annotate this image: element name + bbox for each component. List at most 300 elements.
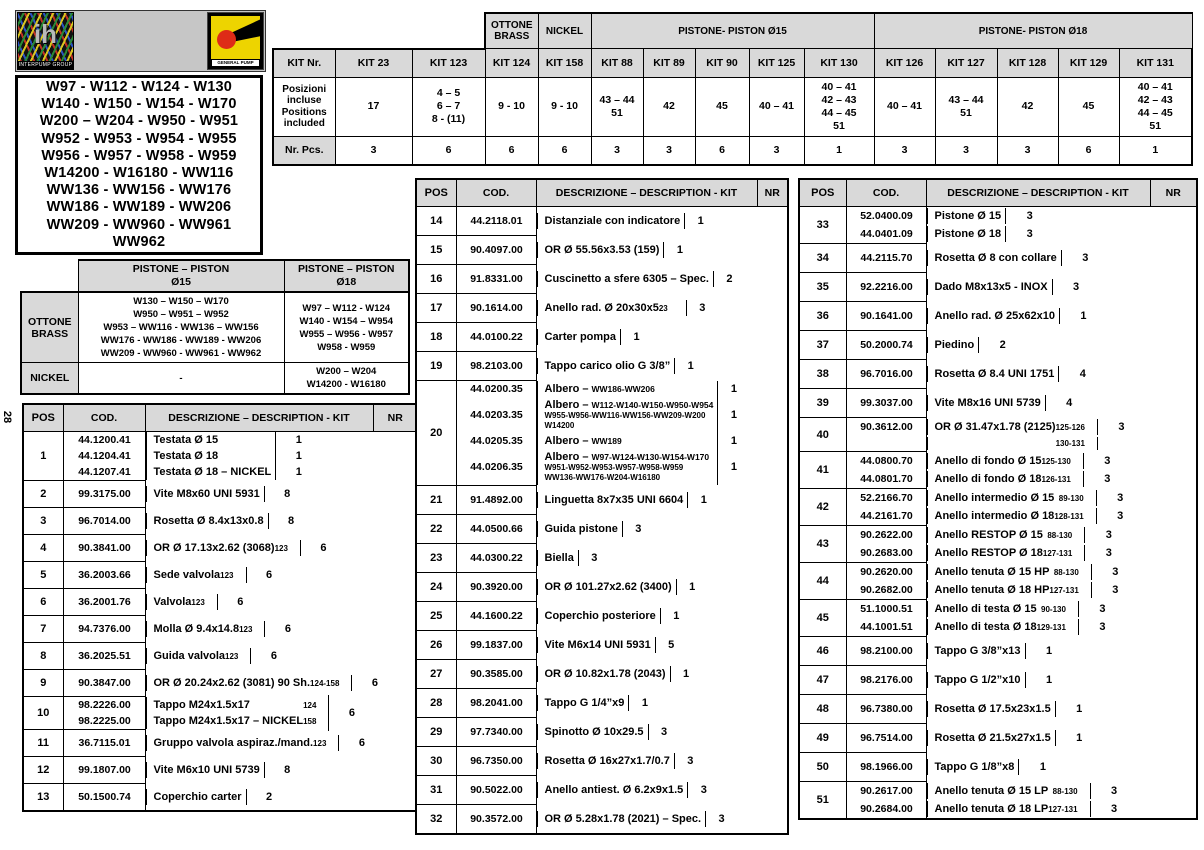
part-description [928, 439, 1097, 448]
part-qty: 1 [717, 397, 749, 433]
part-code: 44.0200.35 [457, 381, 538, 397]
kit-positions: 40 – 41 [749, 77, 804, 136]
part-code: 90.2684.00 [847, 801, 928, 817]
parts-row [416, 631, 788, 660]
part-entry [847, 695, 1103, 723]
part-pos: 16 [416, 265, 456, 294]
part-description: Valvola 123 [147, 596, 217, 608]
nr-pcs-label: Nr. Pcs. [273, 136, 335, 165]
kit-ref: 123 [191, 598, 205, 607]
part-description: Piedino [934, 339, 975, 351]
part-pos: 51 [799, 782, 846, 820]
parts-row [416, 486, 788, 515]
parts-row [416, 718, 788, 747]
kit-ref: 127-131 [1042, 549, 1073, 558]
parts-header-row [799, 179, 1197, 207]
part-entry [64, 670, 398, 696]
part-description: Rosetta Ø 8 con collare [934, 252, 1057, 264]
part-code: 44.0205.35 [457, 433, 538, 449]
part-pos: 34 [799, 244, 846, 273]
part-qty: 6 [338, 735, 384, 751]
models-line: W97 - W112 - W124 - W130 [45, 79, 233, 95]
part-qty: 1 [687, 492, 719, 508]
part-entry [457, 747, 706, 775]
kit-pieces: 3 [874, 136, 935, 165]
part-entry [64, 713, 329, 729]
part-description: Sede valvola 123 [147, 569, 246, 581]
part-qty: 1 [663, 242, 695, 258]
part-description: Spinotto Ø 10x29.5 [544, 726, 644, 738]
part-pos: 22 [416, 515, 456, 544]
part-pos: 3 [23, 508, 63, 535]
kit-positions: 43 – 44 51 [591, 77, 643, 136]
part-pos: 17 [416, 294, 456, 323]
logo-strip [15, 10, 266, 72]
part-pos: 6 [23, 589, 63, 616]
parts-row [799, 360, 1197, 389]
parts-row [23, 589, 418, 616]
part-model-list: W112-W140-W150-W950-W954 [591, 400, 714, 410]
part-qty: 3 [687, 782, 719, 798]
part-description: Testata Ø 18 [153, 450, 219, 462]
pump-models-box [15, 75, 263, 255]
parts-row [23, 432, 418, 481]
part-description: OR Ø 20.24x2.62 (3081) 90 Sh. 124-158 [147, 677, 352, 689]
kit-positions: 45 [1058, 77, 1119, 136]
part-code: 36.7115.01 [64, 735, 147, 751]
piston-row [21, 363, 409, 395]
part-entry [847, 489, 1144, 507]
part-code: 90.3585.00 [457, 666, 538, 682]
kit-number: KIT 126 [874, 49, 935, 78]
kit-number: KIT 89 [643, 49, 695, 78]
part-pos: 10 [23, 697, 63, 730]
part-entry [847, 724, 1103, 752]
part-description: Tappo G 1/4”x9 [544, 697, 625, 709]
part-description: Albero – WW186-WW206 [544, 383, 655, 395]
part-pos: 11 [23, 730, 63, 757]
part-pos: 48 [799, 695, 846, 724]
part-code: 96.7380.00 [847, 701, 928, 717]
kit-number: KIT 131 [1119, 49, 1192, 78]
part-qty: 3 [674, 753, 706, 769]
part-description: Dado M8x13x5 - INOX [934, 281, 1048, 293]
part-entry [457, 631, 687, 659]
part-qty: 4 [1045, 395, 1093, 411]
kit-positions-row [273, 77, 1192, 136]
part-entry [847, 273, 1100, 301]
part-qty: 8 [264, 486, 310, 502]
part-pos: 47 [799, 666, 846, 695]
part-qty: 2 [713, 271, 745, 287]
parts-row [799, 331, 1197, 360]
part-pos: 33 [799, 207, 846, 244]
part-pos: 24 [416, 573, 456, 602]
part-qty: 1 [1055, 730, 1103, 746]
part-code: 44.2161.70 [847, 508, 928, 524]
kit-number: KIT 130 [804, 49, 874, 78]
part-entry [457, 776, 720, 804]
kit-ref: 90-130 [1041, 605, 1066, 614]
part-code: 90.3920.00 [457, 579, 538, 595]
cod-header: COD. [846, 179, 926, 207]
part-pos: 29 [416, 718, 456, 747]
kit-group-header: PISTONE- PISTON Ø18 [874, 13, 1192, 49]
parts-row [23, 616, 418, 643]
part-qty: 3 [1078, 601, 1126, 617]
part-description: Anello di testa Ø 18 129-131 [928, 621, 1078, 633]
models-line: WW136 - WW156 - WW176 [46, 182, 232, 199]
part-code: 98.2225.00 [64, 713, 147, 729]
part-entry [457, 718, 680, 746]
part-code: 36.2025.51 [64, 648, 147, 664]
parts-row [416, 747, 788, 776]
part-description: Rosetta Ø 17.5x23x1.5 [934, 703, 1051, 715]
part-qty: 1 [670, 666, 702, 682]
models-line: W952 - W953 - W954 - W955 [41, 130, 237, 147]
part-qty: 1 [1055, 701, 1103, 717]
parts-row [799, 600, 1197, 637]
part-pos: 40 [799, 418, 846, 452]
part-code: 90.3572.00 [457, 811, 538, 827]
part-description: Coperchio carter [153, 791, 242, 803]
part-description: Anello tenuta Ø 15 HP 88-130 [928, 566, 1091, 578]
positions-label-line: Posizioni [282, 83, 327, 95]
part-entry [64, 535, 346, 561]
part-qty: 3 [1091, 582, 1139, 598]
part-entry [847, 225, 1054, 243]
spare-kits-table [272, 12, 1193, 166]
part-code: 90.4097.00 [457, 242, 538, 258]
part-entry [64, 784, 292, 810]
kit-ref: 127-131 [1048, 805, 1078, 814]
part-entry [457, 573, 708, 601]
models-line: W956 - W957 - W958 - W959 [41, 147, 237, 164]
piston-15-header [78, 260, 284, 292]
kit-group-header: OTTONE BRASS [485, 13, 538, 49]
kit-positions: 9 - 10 [485, 77, 538, 136]
kit-ref: 123 [313, 739, 327, 748]
parts-row [416, 381, 788, 486]
part-entry [64, 757, 310, 783]
part-entry [847, 637, 1073, 665]
part-entry [64, 464, 322, 480]
part-code: 96.7016.00 [847, 366, 928, 382]
part-qty: 5 [655, 637, 687, 653]
part-code: 94.7376.00 [64, 621, 147, 637]
part-qty: 1 [1059, 308, 1107, 324]
parts-row [799, 637, 1197, 666]
part-pos: 5 [23, 562, 63, 589]
piston-header-line: Ø18 [336, 276, 357, 288]
part-description: Biella [544, 552, 574, 564]
part-code: 98.2176.00 [847, 672, 928, 688]
part-description: OR Ø 5.28x1.78 (2021) – Spec. [544, 813, 702, 825]
page-number: 28 [1, 410, 13, 424]
part-code: 44.1200.41 [64, 432, 147, 448]
parts-row [799, 724, 1197, 753]
kit-ref: 125-130 [1041, 457, 1071, 466]
kit-number: KIT 88 [591, 49, 643, 78]
parts-row [23, 670, 418, 697]
part-description: Albero – W112-W140-W150-W950-W954 W955-W956-WW116-WW156-WW209-W200 W14200 [544, 399, 714, 430]
part-description: Anello antiest. Ø 6.2x9x1.5 [544, 784, 684, 796]
part-description: Coperchio posteriore [544, 610, 656, 622]
part-pos: 21 [416, 486, 456, 515]
part-pos: 27 [416, 660, 456, 689]
part-entry [847, 452, 1131, 470]
part-code: 44.0500.66 [457, 521, 538, 537]
part-description: Testata Ø 15 [153, 434, 219, 446]
nr-header: NR [1150, 179, 1197, 207]
parts-row [799, 666, 1197, 695]
part-qty: 1 [717, 381, 749, 397]
parts-row [416, 323, 788, 352]
part-qty: 6 [246, 567, 292, 583]
part-description: Guida pistone [544, 523, 618, 535]
part-code: 96.7014.00 [64, 513, 147, 529]
parts-row [416, 515, 788, 544]
part-code: 98.2103.00 [457, 358, 538, 374]
parts-row [799, 389, 1197, 418]
piston-header-line: Ø15 [171, 276, 191, 288]
kit-number: KIT 23 [335, 49, 412, 78]
part-code: 44.2115.70 [847, 250, 928, 266]
part-pos: 38 [799, 360, 846, 389]
part-description: Tappo G 3/8”x13 [934, 645, 1021, 657]
kit-pieces: 6 [485, 136, 538, 165]
part-qty: 3 [1061, 250, 1109, 266]
part-qty: 3 [1090, 801, 1138, 817]
kit-ref: 128-131 [1054, 512, 1084, 521]
kit-ref: 158 [303, 717, 317, 726]
part-pos: 15 [416, 236, 456, 265]
kit-number: KIT 124 [485, 49, 538, 78]
parts-row [799, 207, 1197, 244]
part-entry [457, 352, 707, 380]
parts-row [416, 573, 788, 602]
part-entry [457, 486, 720, 514]
material-label: OTTONE BRASS [21, 292, 78, 363]
part-entry [847, 544, 1133, 562]
part-code: 90.2683.00 [847, 545, 928, 561]
piston-18-header [284, 260, 409, 292]
kit-positions: 17 [335, 77, 412, 136]
part-pos: 19 [416, 352, 456, 381]
part-code: 44.1207.41 [64, 464, 147, 480]
kit-nr-label: KIT Nr. [273, 49, 335, 78]
part-qty: 1 [660, 608, 692, 624]
part-entry [847, 331, 1027, 359]
part-qty: 6 [264, 621, 310, 637]
part-model-list: W955-W956-WW116-WW156-WW209-W200 [544, 411, 706, 420]
part-qty: 4 [1058, 366, 1106, 382]
piston-models-cell: - [78, 363, 284, 395]
kit-table-corner [273, 13, 485, 49]
interpump-ih-monogram: ih [33, 19, 58, 49]
part-qty: 2 [246, 789, 292, 805]
part-qty: 3 [1096, 508, 1144, 524]
part-qty: 1 [676, 579, 708, 595]
kit-positions: 43 – 44 51 [935, 77, 997, 136]
part-code [847, 437, 928, 450]
part-pos: 36 [799, 302, 846, 331]
part-code: 44.0100.22 [457, 329, 538, 345]
general-pump-circle-icon [217, 30, 236, 49]
part-description: OR Ø 101.27x2.62 (3400) [544, 581, 672, 593]
pos-header: POS [416, 179, 456, 207]
part-entry [64, 508, 314, 534]
part-code: 52.0400.09 [847, 208, 928, 224]
kit-ref: 123 [274, 544, 288, 553]
part-description: Anello intermedio Ø 15 89-130 [928, 492, 1096, 504]
kit-groups-row [273, 13, 1192, 49]
part-code: 90.2620.00 [847, 564, 928, 580]
part-qty [1097, 437, 1145, 450]
parts-row [23, 508, 418, 535]
part-code: 44.0801.70 [847, 471, 928, 487]
kit-positions: 40 – 41 [874, 77, 935, 136]
piston-models-cell: W200 – W204 W14200 - W16180 [284, 363, 409, 395]
part-description: Tappo M24x1.5x17 – NICKEL 158 [147, 715, 329, 727]
part-code: 92.2216.00 [847, 279, 928, 295]
part-code: 52.2166.70 [847, 490, 928, 506]
part-entry [847, 436, 1145, 451]
part-pos: 14 [416, 207, 456, 236]
part-pos: 13 [23, 784, 63, 812]
part-qty: 6 [300, 540, 346, 556]
parts-table-middle [415, 178, 789, 835]
parts-row [799, 695, 1197, 724]
parts-row [416, 544, 788, 573]
parts-row [799, 244, 1197, 273]
piston-table-corner [21, 260, 78, 292]
part-code: 90.3841.00 [64, 540, 147, 556]
part-description: Anello intermedio Ø 18 128-131 [928, 510, 1096, 522]
parts-row [416, 294, 788, 323]
part-description: Anello di testa Ø 15 90-130 [928, 603, 1078, 615]
part-code: 91.4892.00 [457, 492, 538, 508]
part-entry [457, 265, 745, 293]
part-code: 44.0401.09 [847, 226, 928, 242]
kit-ref: 88-130 [1047, 531, 1073, 540]
part-qty: 3 [1096, 490, 1144, 506]
part-code: 99.1837.00 [457, 637, 538, 653]
part-code: 44.2118.01 [457, 213, 538, 229]
models-line: W200 – W204 - W950 - W951 [39, 113, 239, 130]
parts-header-row [23, 404, 418, 432]
part-qty: 1 [275, 464, 321, 480]
part-entry [64, 589, 263, 615]
part-qty: 1 [620, 329, 652, 345]
part-qty: 3 [705, 811, 737, 827]
part-pos: 41 [799, 452, 846, 489]
part-description: Tappo G 1/8”x8 [934, 761, 1015, 773]
piston-row [21, 292, 409, 363]
part-code: 44.1001.51 [847, 619, 928, 635]
part-model-list: WW189 [591, 436, 622, 446]
piston-header-line: PISTONE – PISTON [132, 263, 230, 275]
interpump-logo-caption: INTERPUMP GROUP [18, 62, 73, 68]
part-entry [457, 689, 661, 717]
cod-header: COD. [456, 179, 536, 207]
kit-names-row [273, 49, 1192, 78]
part-description: OR Ø 31.47x1.78 (2125) 125-126 [928, 421, 1097, 433]
part-qty: 8 [268, 513, 314, 529]
part-entry [847, 581, 1139, 599]
interpump-group-logo [17, 12, 74, 70]
part-pos: 50 [799, 753, 846, 782]
piston-header-line: PISTONE – PISTON [298, 263, 395, 275]
part-pos: 25 [416, 602, 456, 631]
part-pos: 26 [416, 631, 456, 660]
part-description: Tappo M24x1.5x17 124 [147, 699, 329, 711]
part-qty: 6 [250, 648, 296, 664]
part-code: 96.7350.00 [457, 753, 538, 769]
parts-row [799, 489, 1197, 526]
part-description: Cuscinetto a sfere 6305 – Spec. [544, 273, 709, 285]
part-entry [847, 389, 1093, 417]
part-qty: 3 [1083, 453, 1131, 469]
piston-models-cell: W97 – W112 - W124 W140 - W154 – W954 W955 – W956 - W957 W958 - W959 [284, 292, 409, 363]
part-code: 96.7514.00 [847, 730, 928, 746]
kit-pieces: 3 [335, 136, 412, 165]
part-pos: 35 [799, 273, 846, 302]
part-description: Gruppo valvola aspiraz./mand. 123 [147, 737, 339, 749]
parts-row [23, 757, 418, 784]
kit-pieces: 6 [538, 136, 591, 165]
part-description: Anello RESTOP Ø 15 88-130 [928, 529, 1085, 541]
models-line: W140 - W150 - W154 - W170 [41, 96, 237, 113]
part-entry [847, 800, 1138, 818]
kit-ref: 126-131 [1041, 475, 1071, 484]
part-entry [847, 782, 1138, 800]
part-description: Linguetta 8x7x35 UNI 6604 [544, 494, 684, 506]
part-pos: 32 [416, 805, 456, 835]
kit-positions: 4 – 5 6 – 7 8 - (11) [412, 77, 485, 136]
part-code: 36.2003.66 [64, 567, 147, 583]
part-code: 99.3175.00 [64, 486, 147, 502]
part-description: Pistone Ø 18 [934, 228, 1002, 240]
parts-row [23, 730, 418, 757]
kit-number: KIT 129 [1058, 49, 1119, 78]
parts-row [416, 602, 788, 631]
kit-ref: 123 [239, 625, 253, 634]
part-code: 90.2617.00 [847, 783, 928, 799]
kit-pieces: 6 [695, 136, 749, 165]
positions-included-label [273, 77, 335, 136]
part-description: Anello tenuta Ø 18 HP 127-131 [928, 584, 1091, 596]
part-qty: 3 [1083, 471, 1131, 487]
part-pos: 43 [799, 526, 846, 563]
part-pos: 42 [799, 489, 846, 526]
part-code: 98.2100.00 [847, 643, 928, 659]
part-entry [847, 526, 1133, 544]
part-description: Tappo G 1/2”x10 [934, 674, 1021, 686]
part-code: 99.1807.00 [64, 762, 147, 778]
positions-label-line: included [283, 118, 325, 129]
part-code: 98.2041.00 [457, 695, 538, 711]
part-qty: 1 [684, 213, 716, 229]
part-pos: 7 [23, 616, 63, 643]
part-entry [457, 381, 750, 397]
kit-group-header: NICKEL [538, 13, 591, 49]
part-code: 99.3037.00 [847, 395, 928, 411]
part-entry [457, 207, 717, 235]
kit-ref: 123 [225, 652, 239, 661]
part-description: Guida valvola 123 [147, 650, 251, 662]
parts-row [799, 526, 1197, 563]
